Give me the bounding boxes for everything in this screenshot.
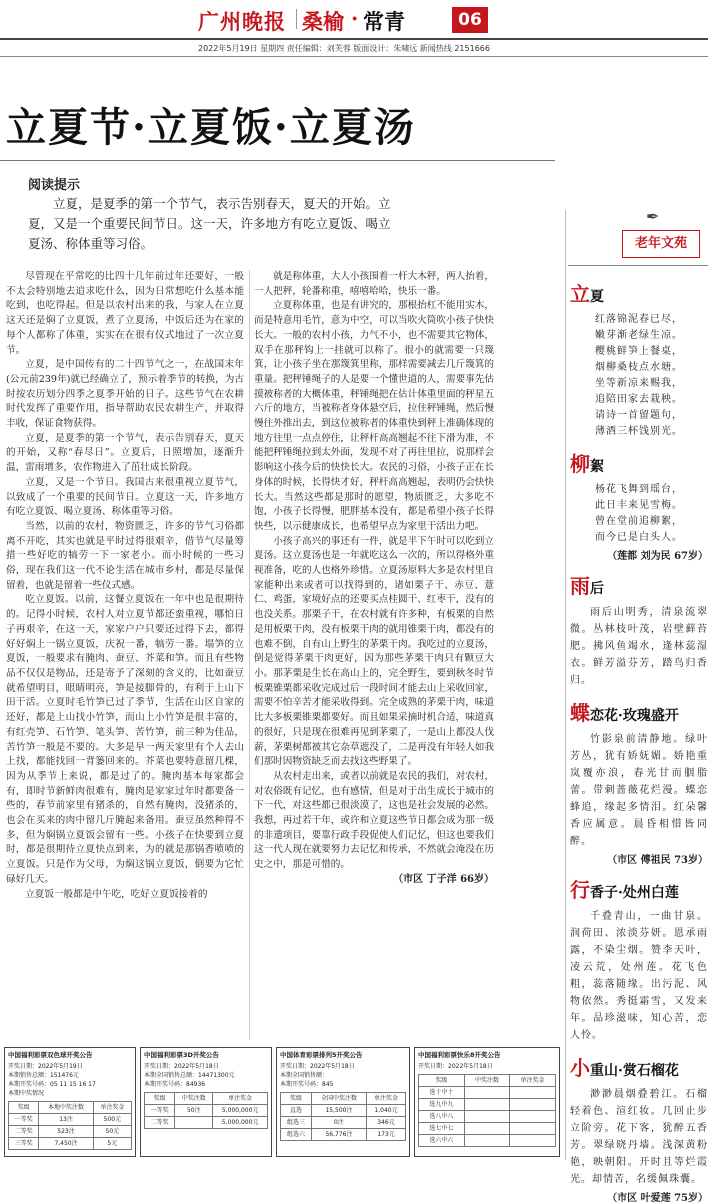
article-paragraph: 立夏，是中国传有的二十四节气之一，在战国末年(公元前239年)就已经确立了，预示着季节的转换，为古时按农历划分四季之夏季开始的日子。这些节气在农耕时代发挥了重要作用，指导帮助农民农耕生产，并取得丰收，保证食物获得。: [6, 359, 244, 430]
poem-title-rest: 重山·赏石榴花: [590, 1063, 679, 1079]
table-row: [281, 1129, 406, 1141]
poem-author: （市区 叶爱莲 75岁）: [607, 1193, 708, 1204]
newspaper-brand: 广州晚报: [198, 9, 286, 34]
poem-line: 追陪田家去栽秧。: [595, 394, 683, 405]
table-row: [419, 1087, 556, 1099]
table-cell: 一等奖: [145, 1105, 175, 1117]
table-cell: 0注: [311, 1117, 366, 1129]
poem-title: [570, 1052, 708, 1081]
table-cell: [464, 1099, 510, 1111]
table-cell: 组选六: [281, 1129, 312, 1141]
pen-icon: ✒: [646, 207, 660, 226]
poem-text: 千叠青山，一曲甘泉。润荷田、浓淡芬妍。恩承雨露，不染尘烟。赞李天叶，凌云荒，处州莲。花飞色粗，蕊落随缘。出污泥、风物依然。秀挺霜雪，又发来年。品珍滋味，知心苦，恋人怜。: [570, 911, 708, 1041]
notice-title: 中国福利彩票3D开奖公告: [144, 1051, 219, 1059]
article-paragraph: 立夏，又是一个节日。我国古来很重视立夏节气，以致成了一个重要的民间节日。立夏这一天，许多地方有吃立夏饭、喝立夏汤、称体重等习俗。: [6, 476, 244, 518]
article-paragraph: 当然，以前的农村，物资匮乏，许多的节气习俗都离不开吃，其实也就是平时过得很艰辛，借节气尽量筹措一些好吃的犒劳一下一家老小。而小时候的一些习俗，现在我们这一代不论生活在城市乡村，都是尽量保留着，也就是留着一些仪式感。: [6, 520, 244, 591]
notice-title: 中国体育彩票排列5开奖公告: [280, 1051, 363, 1059]
lead-label: 阅读提示: [28, 178, 81, 193]
table-cell: 直选: [281, 1105, 312, 1117]
poem-line: 烟柳桑枝点水塘。: [595, 362, 683, 373]
poem-title-rest: 香子·处州白莲: [590, 885, 679, 901]
table-cell: [510, 1111, 556, 1123]
notice-line: 本期销售总额：151476元: [8, 1072, 79, 1079]
poem-text: 渺渺晨烟叠碧江。石榴轻着色、渲红妆。几回止步立阶旁。花下客，犹醉五香芳。翠绿晓丹墙。浅深黄粉艳，映朝阳。开时且等烂霞光。却情苦，名缓佩珠囊。: [570, 1089, 708, 1185]
table-cell: 选七中七: [419, 1123, 465, 1135]
poem-line: 红落锦泥春已尽，: [595, 314, 683, 325]
notice-table: [144, 1092, 268, 1129]
table-cell: 奖级: [9, 1102, 39, 1114]
table-cell: 选九中九: [419, 1099, 465, 1111]
column-rule: [568, 265, 708, 266]
notice-line: 本期开奖号码：05 11 15 16 17: [8, 1081, 96, 1088]
table-cell: 奖级: [281, 1093, 312, 1105]
section-suffix: 常青: [363, 9, 405, 34]
lottery-notice: [414, 1047, 560, 1157]
notice-table: [418, 1074, 556, 1147]
table-cell: 7,450注: [39, 1138, 93, 1150]
column-badge: 老年文苑: [622, 230, 700, 258]
poem-line: 此日丰来见雪梅。: [595, 500, 683, 511]
table-row: [145, 1117, 268, 1129]
table-cell: 56,776注: [311, 1129, 366, 1141]
table-row: [9, 1126, 132, 1138]
poem-line: 樱桃鲜笋上餐桌，: [595, 346, 683, 357]
table-cell: [464, 1123, 510, 1135]
table-row: [9, 1114, 132, 1126]
poem-author: （市区 傅祖民 73岁）: [607, 855, 708, 866]
poem-title-rest: 絮: [590, 459, 604, 475]
lead-text: 立夏，是夏季的第一个节气，表示告别春天，夏天的开始。立夏，又是一个重要民间节日。这一天，许多地方有吃立夏饭、喝立夏汤、称体重等习俗。: [28, 196, 391, 251]
table-row: [145, 1093, 268, 1105]
table-row: [419, 1099, 556, 1111]
article-paragraph: 立夏饭一般都是中午吃，吃好立夏饭接着的: [25, 888, 208, 900]
poem-title: [570, 570, 708, 599]
meta-rule: [0, 56, 708, 57]
poem-title-rest: 后: [590, 581, 604, 597]
table-row: [145, 1105, 268, 1117]
article-paragraph: 吃立夏饭。以前，这餐立夏饭在一年中也是很期待的。记得小时候，农村人对立夏节都还蛮重视，哪怕日子再艰辛，在这一天，家家户户只要还过得下去，都得好好焖上一锅立夏饭，庆祝一番，犒劳一番。塌笋的立夏饭，一般要求有腌肉、蚕豆、芥菜和笋。而且有些物品不仅仅是物品，还是寄予了深刻的含义的，比如蚕豆就希望明目，眼睛明亮，笋是接脚骨的，有利于上山下田干活。立夏时毛竹笋已过了季节，生活在山区自家的还好，都是上山找小竹笋，而山上小竹笋是很丰富的，有红壳笋、石竹笋、笔头笋、苦竹笋，前三种为佳品，苦竹笋一般是不要的。大多是早一两天家里有个人去山上找，都能找回一背篓回来的。芥菜也要特意留几棵，因为从季节上来说，都是过了的。腌肉基本每家都会有，即时节新鲜肉很难有，腌肉是家家过年时都要备一些的，春节前家里有猪杀的，自然有腌肉，没猪杀的，也会在买来的肉中留几斤腌起来备用。蚕豆虽然种得不多，但为焖锅立夏饭会留有一些。小孩子在快要到立夏时，都是很期待立夏快点到来，为的就是那锅香喷喷的立夏饭。只是作为父母，为焖这锅立夏饭，倒要为它忙碌好几天。: [6, 594, 244, 885]
table-cell: [464, 1087, 510, 1099]
table-cell: 选八中八: [419, 1111, 465, 1123]
poem-title: [570, 874, 708, 903]
table-cell: 50注: [175, 1105, 213, 1117]
lottery-notice: [140, 1047, 272, 1157]
poem-title: [570, 697, 708, 726]
table-cell: [175, 1117, 213, 1129]
poem-line: 杨花飞舞到瑶台，: [595, 484, 683, 495]
table-cell: 5,000,000元: [213, 1117, 268, 1129]
poem-line: 薄酒三杯饯别光。: [595, 426, 683, 437]
notice-line: 开奖日期：2022年5月18日: [280, 1063, 355, 1070]
page-number: 06: [452, 7, 488, 33]
table-row: [419, 1135, 556, 1147]
poem-line: 曾在堂前追柳絮，: [595, 516, 683, 527]
poem-line: 而今已是白头人。: [595, 532, 683, 543]
header-rule: [0, 38, 708, 40]
table-cell: 346元: [367, 1117, 406, 1129]
poem-line: 坐等新凉来赐我，: [595, 378, 683, 389]
table-cell: 奖级: [145, 1093, 175, 1105]
notice-line: 开奖日期：2022年5月18日: [418, 1063, 493, 1070]
right-column-divider: [565, 210, 566, 1160]
title-rule: [0, 160, 555, 161]
table-cell: [464, 1135, 510, 1147]
article-column-2: [254, 270, 494, 1042]
header-separator: [296, 9, 297, 29]
table-cell: 二等奖: [9, 1126, 39, 1138]
article-paragraph: 立夏称体重，也是有讲究的，那根抬杠不能用实木，而是特意用毛竹，意为中空，可以当吹火筒吹小孩子快快长大。一般的农村小孩，力气不小，也不需要其它物体，双手在那秤钩上一挂就可以称了。很小的就需要一只篾箕，让小孩子坐在那篾箕里称，那样需要减去几斤篾箕的重量。把秤锤绳子的人是要一个懂世道的人，需要事先估摸被称者的大概体重，秤锤绳把在估计体重里面的秤星五六斤的地方，当被称者身体悬空后，拉住秤锤绳，然后慢慢往外推出去，到这位被称者的体重快到秤上准确体现的地方往里一点点停住，让秤杆高高翘起不往下滑为准，不能把秤锤绳拉到太外面，发现不对了再往里拉，说那样会影响这小孩今后的快快长大。农民的习俗，小孩子正在长身体的时候，长得快才好，秤杆高高翘起，表明仍会快快长大。当然这些都是那时的愿望，物质匮乏，大多吃不饱，小孩子长得慢，肥胖基本没有，都是希望小孩子长得快些，以示健康成长，也希望早点为家里干活出力吧。: [254, 300, 494, 532]
poem-title-initial: 蝶: [570, 701, 590, 725]
poem-title: [570, 448, 708, 477]
poem-text: 雨后山明秀，清泉流翠微。丛林枝叶茂，岩壁藓苔肥。拂风鱼竭水，逢林蕊湿衣。鲜芳溢芬芳，踏鸟归香归。: [570, 607, 708, 686]
poem-text: 竹影泉前清静地。绿叶芳丛，犹有娇妩媚。娇艳重岚覆亦浪，春光甘而胭脂蕾。带刺蔷薇花烂漫。蝶恋蜂追，缘起多情泪。红朵馨香应属意。晨昏相惜皆同醉。: [570, 734, 708, 847]
section-name: 桑榆: [302, 9, 344, 34]
article-paragraph: 立夏，是夏季的第一个节气，表示告别春天，夏天的开始，又称“春尽日”。立夏后，日照增加，逐渐升温，雷雨增多，农作物进入了茁壮成长阶段。: [6, 432, 244, 474]
table-cell: 15,500注: [311, 1105, 366, 1117]
table-cell: [510, 1123, 556, 1135]
table-row: [419, 1111, 556, 1123]
notice-table: [8, 1101, 132, 1150]
notice-line: 本期中奖情况: [8, 1090, 45, 1097]
poem-title-initial: 小: [570, 1056, 590, 1080]
poem-line: 请诗一首留题句，: [595, 410, 683, 421]
poem-column: [570, 270, 708, 1204]
page-title: 立夏节·立夏饭·立夏汤: [6, 104, 416, 151]
notice-line: 本期全国销售额：: [280, 1072, 329, 1079]
notice-line: 开奖日期：2022年5月18日: [144, 1063, 219, 1070]
table-cell: 中奖注数: [464, 1075, 510, 1087]
table-cell: [510, 1087, 556, 1099]
lottery-notice: [4, 1047, 136, 1157]
poem-title: [570, 278, 708, 307]
section-dot: ·: [351, 6, 359, 31]
notice-title: 中国福利彩票快乐8开奖公告: [418, 1051, 501, 1059]
article-paragraph: 尽管现在平常吃的比四十几年前过年还要好，一般不太会特别地去追求吃什么，因为日常想吃什么基本能吃到，也吃得起。但是以农村出来的我，与家人在立夏这天还是焖了立夏饭，煮了立夏汤，中饭后还为在家的每个人都称了体重，实实在在很有仪式地过了一次立夏节。: [6, 271, 244, 356]
table-cell: 单注奖金: [367, 1093, 406, 1105]
table-cell: [510, 1135, 556, 1147]
lottery-notice: [276, 1047, 410, 1157]
notice-title: 中国福利彩票双色球开奖公告: [8, 1051, 93, 1059]
table-cell: 5,000,000元: [213, 1105, 268, 1117]
table-cell: 13注: [39, 1114, 93, 1126]
table-cell: 523注: [39, 1126, 93, 1138]
table-cell: 单注奖金: [510, 1075, 556, 1087]
table-cell: 组选三: [281, 1117, 312, 1129]
table-row: [281, 1105, 406, 1117]
notice-table: [280, 1092, 406, 1141]
poem-author: （莲都 刘为民 67岁）: [607, 551, 708, 562]
table-cell: 单注奖金: [213, 1093, 268, 1105]
table-row: [419, 1075, 556, 1087]
table-cell: 本地中奖注数: [39, 1102, 93, 1114]
table-cell: 三等奖: [9, 1138, 39, 1150]
table-cell: 单注奖金: [93, 1102, 131, 1114]
article-paragraph: 小孩子高兴的事还有一件，就是半下午时可以吃到立夏汤。这立夏汤也是一年就吃这么一次的，所以得格外重视准备，吃的人也格外珍惜。立夏汤原料大多是农村里自家能种出来或者可以找得到的，诸如栗子干、赤豆、薏仁、鸡蛋，家境好点的还要买点桂圆干、红枣干，没有的也没关系。那栗子干，在农村就有许多种，有板栗的自然是用板栗干肉，没有板栗干肉的就用锥栗干肉，都没有的也难不倒，自有山上野生的茅栗干肉。我吃过的立夏汤，倒是觉得茅栗干肉更好，因为那些茅栗干肉只有颗豆大小。那茅栗是生长在高山上的，完全野生，要到秋冬时节板栗锥栗都采收完成过后一段时间才能去山上采收回家，需要不怕辛苦才能采收得到。完全成熟的茅栗干肉，味道比大多板栗锥栗都要好。而且如果采摘时机合适，味道真的很好，只是现在很难再见到茅栗了，一是山上都没人伐薪，茅栗树都被其它杂草遮没了，二是再没有年轻人如我们那时因物资缺乏而去找这些野果了。: [254, 535, 494, 768]
table-cell: 500元: [93, 1114, 131, 1126]
poem-title-initial: 柳: [570, 452, 590, 476]
table-cell: [510, 1099, 556, 1111]
table-row: [9, 1138, 132, 1150]
table-cell: 一等奖: [9, 1114, 39, 1126]
notice-line: 开奖日期：2022年5月19日: [8, 1063, 83, 1070]
table-row: [281, 1117, 406, 1129]
poem-title-initial: 行: [570, 878, 590, 902]
table-cell: [464, 1111, 510, 1123]
article-paragraph: 从农村走出来，或者以前就是农民的我们，对农村，对农俗既有记忆，也有感情，但是对于出生成长于城市的下一代，对这些都已很淡漠了，这也是社会发展的必然。我想，再过若干年，或许和立夏这些节日都会成为那一级的非遗项目，要靠行政手段促使人们记忆，但这也要我们这一代人现在就要努力去记忆和传承，不然就会淹没在历史之中，那是可惜的。: [254, 770, 494, 871]
poem-title-initial: 立: [570, 282, 590, 306]
table-cell: 奖级: [419, 1075, 465, 1087]
table-cell: 173元: [367, 1129, 406, 1141]
notice-line: 本期开奖号码：845: [280, 1081, 334, 1088]
poem-title-initial: 雨: [570, 574, 590, 598]
table-cell: 全国中奖注数: [311, 1093, 366, 1105]
table-cell: 选十中十: [419, 1087, 465, 1099]
table-cell: 1,040元: [367, 1105, 406, 1117]
article-signature: （市区 丁子洋 66岁）: [393, 873, 494, 885]
article-column-1: [6, 270, 244, 1042]
poem-title-rest: 夏: [590, 289, 604, 305]
notice-line: 本期全国销售总额：14471300元: [144, 1072, 235, 1079]
table-cell: 选六中六: [419, 1135, 465, 1147]
column-divider: [249, 270, 250, 1040]
table-cell: 二等奖: [145, 1117, 175, 1129]
table-cell: 中奖注数: [175, 1093, 213, 1105]
table-row: [419, 1123, 556, 1135]
table-row: [9, 1102, 132, 1114]
poem-line: 嫩芽渐老绿生凉。: [595, 330, 683, 341]
poem-title-rest: 恋花·玫瑰盛开: [590, 708, 679, 724]
article-paragraph: 就是称体重，大人小孩围着一杆大木秤，两人抬着，一人把秤，轮番称重，嘻嘻哈哈，快乐一番。: [254, 271, 494, 297]
table-cell: 5元: [93, 1138, 131, 1150]
notice-line: 本期开奖号码：84936: [144, 1081, 206, 1088]
edition-meta: 2022年5月19日 星期四 责任编辑：刘芙蓉 版面设计：朱啸远 新闻热线 2151666: [198, 44, 490, 53]
table-cell: 50元: [93, 1126, 131, 1138]
table-row: [281, 1093, 406, 1105]
